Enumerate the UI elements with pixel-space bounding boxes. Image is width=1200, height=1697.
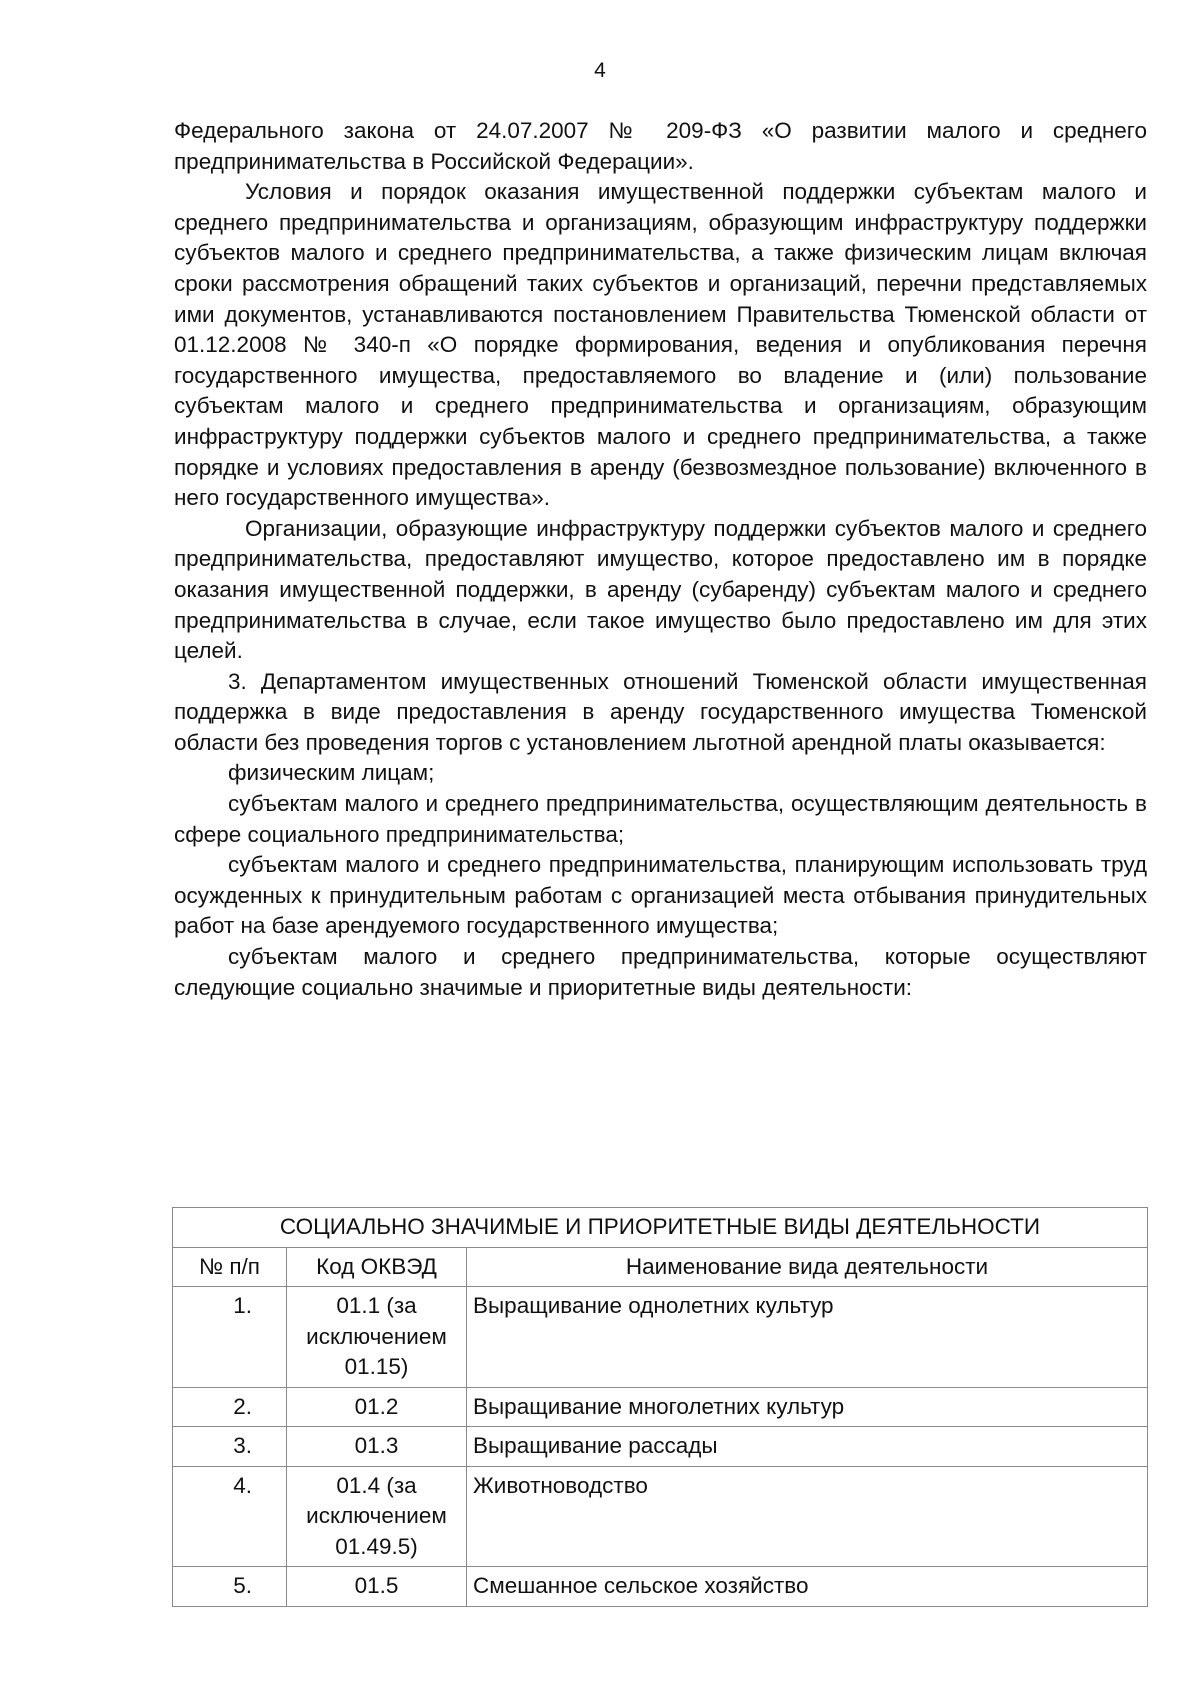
paragraph: Условия и порядок оказания имущественной поддержки субъектам малого и среднего предпринимательства и организациям, образующим инфраструктуру поддержки субъектов малого и среднего предпринимательства, а также физическим лицам включая сроки рассмотрения обращений таких субъектов и организаций, перечни представляемых ими документов, устанавливаются постановлением Правительства Тюменской области от 01.12.2008 № 340-п «О порядке формирования, ведения и опубликования перечня государственного имущества, предоставляемого во владение и (или) пользование субъектам малого и среднего предпринимательства и организациям, образующим инфраструктуру поддержки субъектов малого и среднего предпринимательства, а также порядке и условиях предоставления в аренду (безвозмездное пользование) включенного в него государственного имущества».	[174, 179, 1147, 511]
row-code: 01.4 (за исключением 01.49.5)	[287, 1466, 467, 1567]
row-name: Выращивание рассады	[467, 1427, 1148, 1467]
header-name: Наименование вида деятельности	[467, 1247, 1148, 1287]
table-row	[173, 1567, 1148, 1607]
paragraph: 3. Департаментом имущественных отношений Тюменской области имущественная поддержка в виде предоставления в аренду государственного имущества Тюменской области без проведения торгов с установлением льготной арендной платы оказывается:	[174, 668, 1147, 755]
list-item: субъектам малого и среднего предпринимательства, которые осуществляют следующие социально значимые и приоритетные виды деятельности:	[174, 944, 1147, 1000]
table-row	[173, 1427, 1148, 1467]
table-title: СОЦИАЛЬНО ЗНАЧИМЫЕ И ПРИОРИТЕТНЫЕ ВИДЫ ДЕЯТЕЛЬНОСТИ	[173, 1208, 1148, 1248]
table-row	[173, 1466, 1148, 1567]
document-body	[174, 116, 1147, 1003]
row-name: Выращивание многолетних культур	[467, 1387, 1148, 1427]
table-title-row	[173, 1208, 1148, 1248]
list-item: физическим лицам;	[228, 760, 435, 786]
list-item: субъектам малого и среднего предпринимательства, осуществляющим деятельность в сфере социального предпринимательства;	[174, 791, 1147, 847]
row-code: 01.2	[287, 1387, 467, 1427]
row-num: 1.	[173, 1287, 287, 1388]
paragraph: Организации, образующие инфраструктуру поддержки субъектов малого и среднего предпринимательства, предоставляют имущество, которое предоставлено им в порядке оказания имущественной поддержки, в аренду (субаренду) субъектам малого и среднего предпринимательства в случае, если такое имущество было предоставлено им для этих целей.	[174, 515, 1147, 664]
row-name: Смешанное сельское хозяйство	[467, 1567, 1148, 1607]
row-name: Животноводство	[467, 1466, 1148, 1567]
row-num: 2.	[173, 1387, 287, 1427]
row-num: 4.	[173, 1466, 287, 1567]
row-name: Выращивание однолетних культур	[467, 1287, 1148, 1388]
list-item: субъектам малого и среднего предпринимательства, планирующим использовать труд осужденных к принудительным работам с организацией места отбывания принудительных работ на базе арендуемого государственного имущества;	[174, 852, 1147, 939]
header-num: № п/п	[173, 1247, 287, 1287]
table-row	[173, 1287, 1148, 1388]
row-code: 01.1 (за исключением 01.15)	[287, 1287, 467, 1388]
activities-table	[172, 1207, 1148, 1607]
header-code: Код ОКВЭД	[287, 1247, 467, 1287]
page-number: 4	[594, 59, 606, 82]
paragraph: Федерального закона от 24.07.2007 № 209-ФЗ «О развитии малого и среднего предпринимательства в Российской Федерации».	[174, 118, 1147, 174]
table-row	[173, 1387, 1148, 1427]
row-num: 3.	[173, 1427, 287, 1467]
table-header-row	[173, 1247, 1148, 1287]
row-code: 01.5	[287, 1567, 467, 1607]
row-code: 01.3	[287, 1427, 467, 1467]
row-num: 5.	[173, 1567, 287, 1607]
